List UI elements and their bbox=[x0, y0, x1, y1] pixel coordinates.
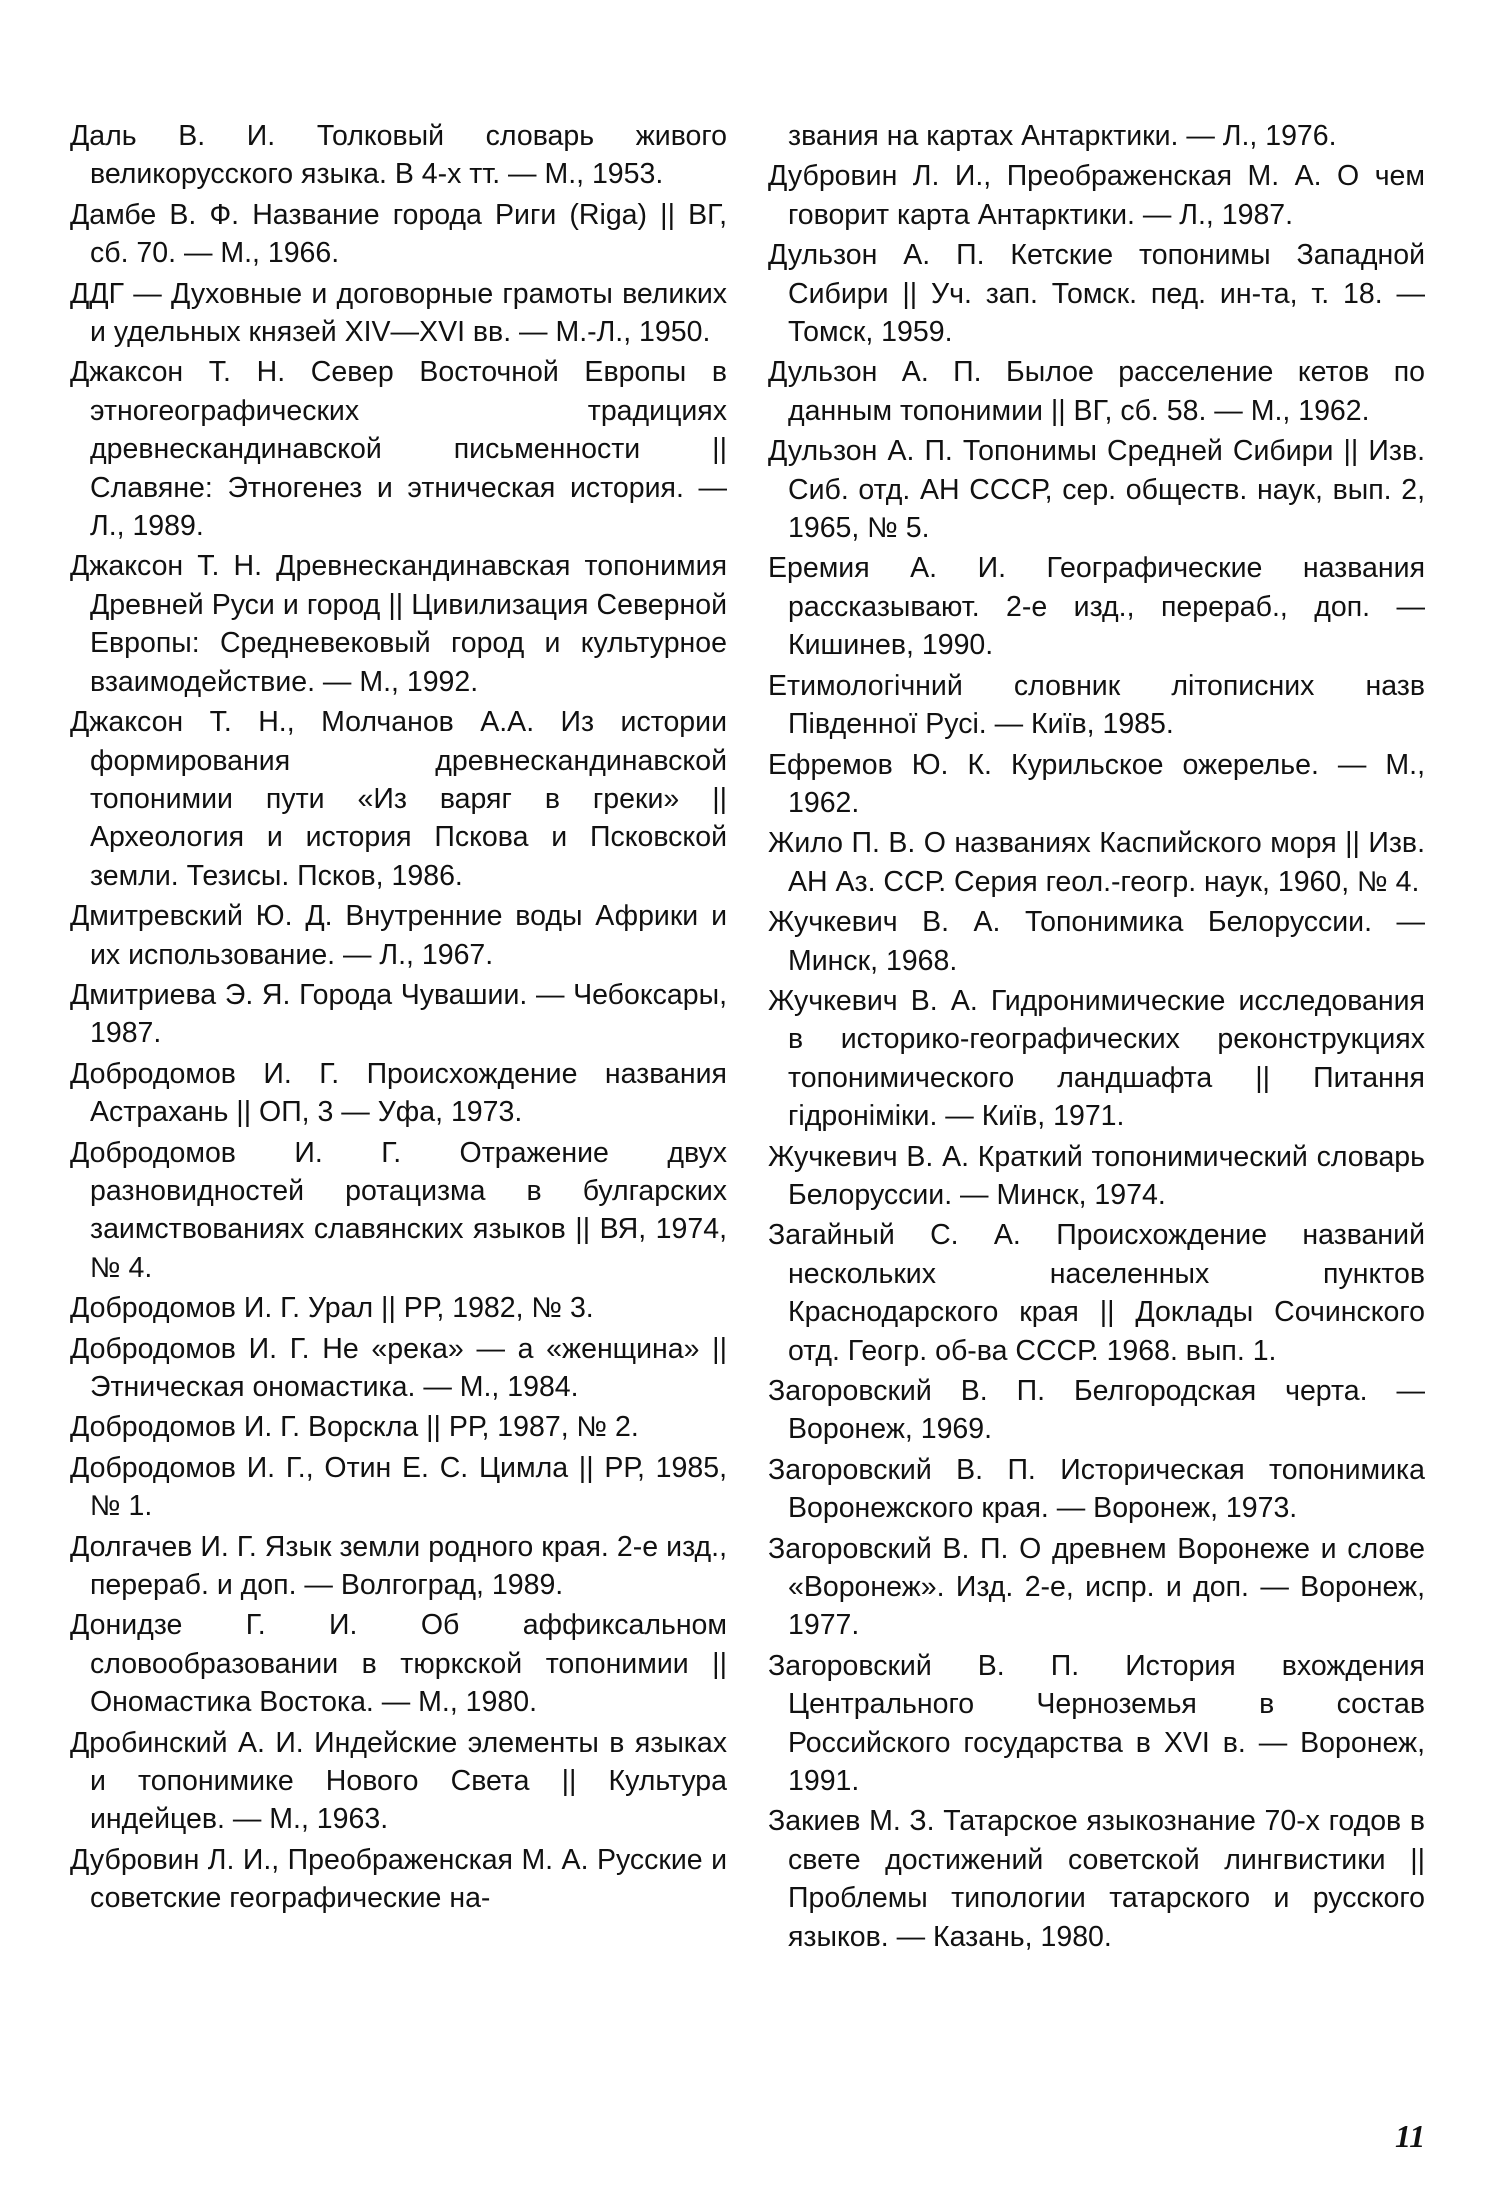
bib-entry: Ефремов Ю. К. Курильское ожерелье. — М., 1962. bbox=[768, 748, 1425, 819]
bib-entry: Етимологічний словник літописних назв Південної Русі. — Київ, 1985. bbox=[768, 669, 1425, 741]
bib-entry: Дульзон А. П. Былое расселение кетов по данным топонимии || ВГ, сб. 58. — М., 1962. bbox=[768, 356, 1425, 427]
bib-entry: Донидзе Г. И. Об аффиксальном словообразовании в тюркской топонимии || Ономастика Востока. — М., 1980. bbox=[70, 1609, 727, 1719]
bib-entry: ДДГ — Духовные и договорные грамоты великих и удельных князей XIV—XVI вв. — М.-Л., 1950. bbox=[70, 277, 727, 349]
bib-entry: Жило П. В. О названиях Каспийского моря || Изв. АН Аз. ССР. Серия геол.-геогр. наук, 1960, № 4. bbox=[768, 827, 1425, 898]
bib-entry: Загоровский В. П. История вхождения Центрального Черноземья в состав Российского государства в XVI в. — Воронеж, 1991. bbox=[768, 1649, 1425, 1798]
bib-entry: Добродомов И. Г. Урал || РР, 1982, № 3. bbox=[70, 1292, 594, 1325]
bib-entry: Дубровин Л. И., Преображенская М. А. Русские и советские географические на- bbox=[70, 1843, 727, 1915]
bib-entry: Жучкевич В. А. Краткий топонимический словарь Белоруссии. — Минск, 1974. bbox=[768, 1140, 1425, 1211]
bib-entry: Закиев М. З. Татарское языкознание 70-х годов в свете достижений советской лингвистики || Проблемы типологии татарского и русского языков. — Казань, 1980. bbox=[768, 1805, 1425, 1953]
bib-entry: Добродомов И. Г. Не «река» — а «женщина» || Этническая ономастика. — М., 1984. bbox=[70, 1332, 727, 1403]
bib-entry: Дробинский А. И. Индейские элементы в языках и топонимике Нового Света || Культура индейцев. — М., 1963. bbox=[70, 1726, 727, 1836]
bib-entry: Загоровский В. П. Белгородская черта. — Воронеж, 1969. bbox=[768, 1375, 1425, 1446]
bib-entry: Джаксон Т. Н. Древнескандинавская топонимия Древней Руси и город || Цивилизация Северной Европы: Средневековый город и культурное взаимодействие. — М., 1992. bbox=[70, 550, 727, 698]
bib-entry: Дульзон А. П. Кетские топонимы Западной Сибири || Уч. зап. Томск. пед. ин-та, т. 18. — Томск, 1959. bbox=[768, 239, 1425, 349]
bib-entry: Жучкевич В. А. Топонимика Белоруссии. — Минск, 1968. bbox=[768, 906, 1425, 977]
bib-entry: Дульзон А. П. Топонимы Средней Сибири || Изв. Сиб. отд. АН СССР, сер. обществ. наук, вып. 2, 1965, № 5. bbox=[768, 435, 1425, 545]
bib-entry: Дмитревский Ю. Д. Внутренние воды Африки и их использование. — Л., 1967. bbox=[70, 900, 727, 971]
bib-entry: Добродомов И. Г. Происхождение названия Астрахань || ОП, 3 — Уфа, 1973. bbox=[70, 1057, 727, 1129]
bib-entry: Дмитриева Э. Я. Города Чувашии. — Чебоксары, 1987. bbox=[70, 978, 727, 1050]
bib-entry: Даль В. И. Толковый словарь живого великорусского языка. В 4-х тт. — М., 1953. bbox=[70, 120, 727, 191]
bib-entry: Долгачев И. Г. Язык земли родного края. 2-е изд., перераб. и доп. — Волгоград, 1989. bbox=[70, 1530, 727, 1602]
bib-entry: Еремия А. И. Географические названия рассказывают. 2-е изд., перераб., доп. — Кишинев, 1990. bbox=[768, 552, 1425, 662]
left-column bbox=[70, 117, 727, 1920]
page-number: 11 bbox=[1395, 2118, 1426, 2154]
bib-entry: Добродомов И. Г. Отражение двух разновидностей ротацизма в булгарских заимствованиях славянских языков || ВЯ, 1974, № 4. bbox=[70, 1136, 727, 1284]
bib-entry: Джаксон Т. Н. Север Восточной Европы в этногеографических традициях древнескандинавской письменности || Славяне: Этногенез и этническая история. — Л., 1989. bbox=[70, 356, 727, 543]
bib-entry: Добродомов И. Г., Отин Е. С. Цимла || РР, 1985, № 1. bbox=[70, 1451, 727, 1523]
bib-entry: Дубровин Л. И., Преображенская М. А. О чем говорит карта Антарктики. — Л., 1987. bbox=[768, 160, 1425, 231]
bib-entry: Загоровский В. П. О древнем Воронеже и слове «Воронеж». Изд. 2-е, испр. и доп. — Воронеж, 1977. bbox=[768, 1532, 1425, 1642]
bib-entry: Жучкевич В. А. Гидронимические исследования в историко-географических реконструкциях топонимического ландшафта || Питання гідроніміки. — Київ, 1971. bbox=[768, 984, 1425, 1133]
bib-entry: Загоровский В. П. Историческая топонимика Воронежского края. — Воронеж, 1973. bbox=[768, 1453, 1425, 1525]
right-column bbox=[768, 117, 1425, 1958]
bib-entry-continuation: звания на картах Антарктики. — Л., 1976. bbox=[788, 120, 1337, 152]
bib-entry: Дамбе В. Ф. Название города Риги (Riga) || ВГ, сб. 70. — М., 1966. bbox=[70, 198, 727, 270]
bib-entry: Добродомов И. Г. Ворскла || РР, 1987, № 2. bbox=[70, 1411, 639, 1444]
bib-entry: Загайный С. А. Происхождение названий нескольких населенных пунктов Краснодарского края || Доклады Сочинского отд. Геогр. об-ва СССР. 1968. вып. 1. bbox=[768, 1219, 1425, 1367]
bib-entry: Джаксон Т. Н., Молчанов А.А. Из истории формирования древнескандинавской топонимии пути «Из варяг в греки» || Археология и история Пскова и Псковской земли. Тезисы. Псков, 1986. bbox=[70, 706, 727, 892]
